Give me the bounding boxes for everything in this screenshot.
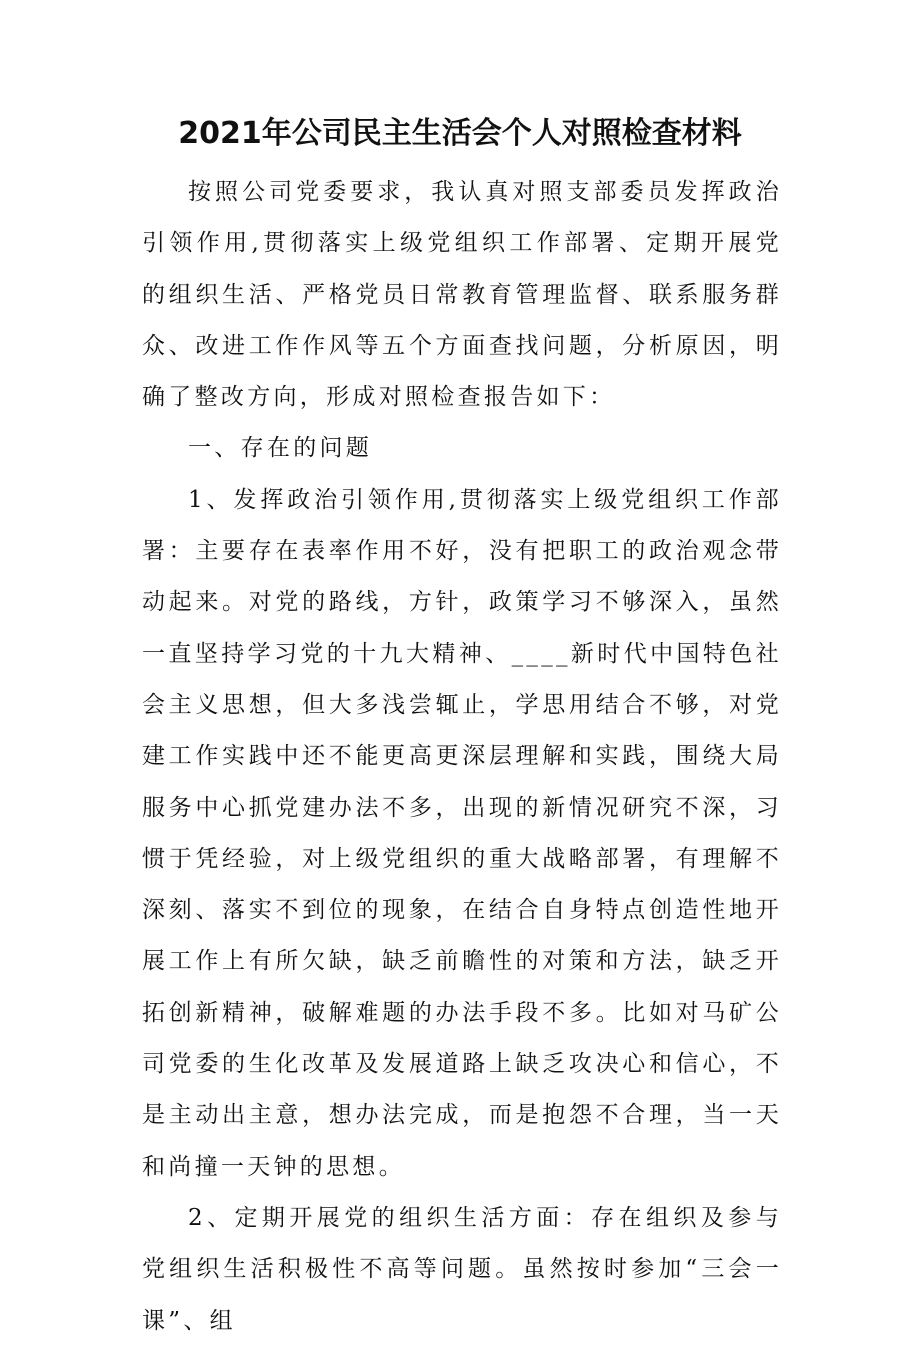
body-paragraph: 2、定期开展党的组织生活方面：存在组织及参与党组织生活积极性不高等问题。虽然按时参加“三会一课”、组 xyxy=(142,1204,782,1334)
body-paragraph: 1、发挥政治引领作用,贯彻落实上级党组织工作部署：主要存在表率作用不好，没有把职工的政治观念带动起来。对党的路线，方针，政策学习不够深入，虽然一直坚持学习党的十九大精神、____新时代中国特色社会主义思想，但大多浅尝辄止，学思用结合不够，对党建工作实践中还不能更高更深层理解和实践，围绕大局服务中心抓党建办法不多，出现的新情况研究不深，习惯于凭经验，对上级党组织的重大战略部署，有理解不深刻、落实不到位的现象，在结合自身特点创造性地开展工作上有所欠缺，缺乏前瞻性的对策和方法，缺乏开拓创新精神，破解难题的办法手段不多。比如对马矿公司党委的生化改革及发展道路上缺乏攻决心和信心，不是主动出主意，想办法完成，而是抱怨不合理，当一天和尚撞一天钟的思想。 xyxy=(142,486,782,1180)
section-heading: 一、存在的问题 xyxy=(188,435,373,462)
document-title: 2021年公司民主生活会个人对照检查材料 xyxy=(178,116,742,151)
document-body xyxy=(142,167,782,1347)
intro-paragraph: 按照公司党委要求，我认真对照支部委员发挥政治引领作用,贯彻落实上级党组织工作部署、定期开展党的组织生活、严格党员日常教育管理监督、联系服务群众、改进工作作风等五个方面查找问题，分析原因，明确了整改方向，形成对照检查报告如下： xyxy=(142,179,782,411)
